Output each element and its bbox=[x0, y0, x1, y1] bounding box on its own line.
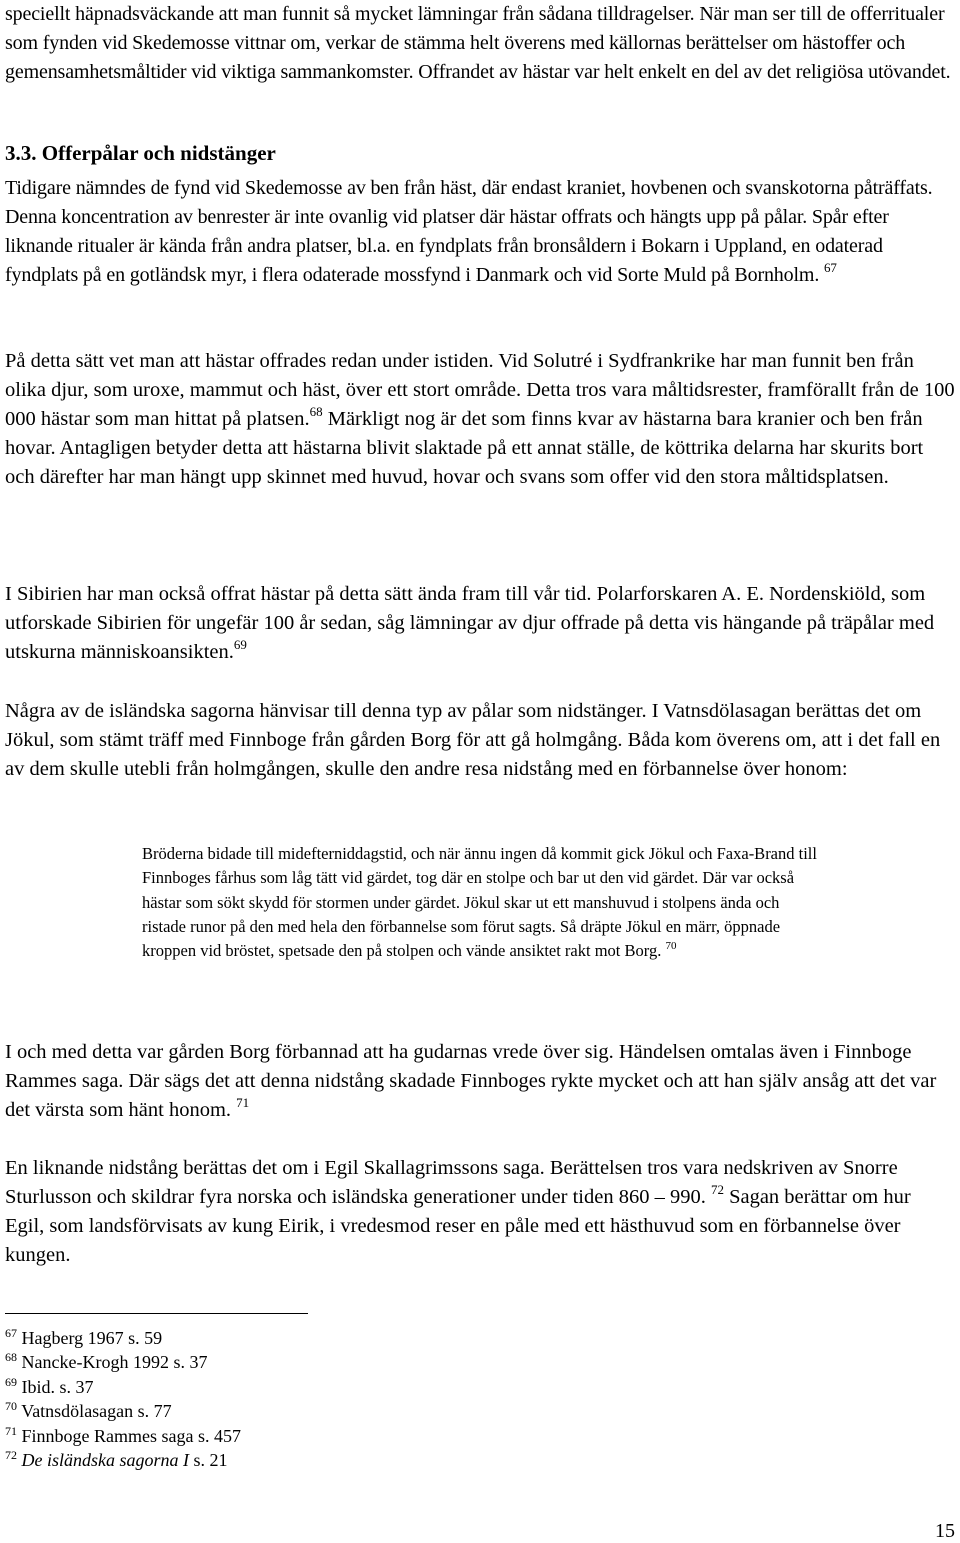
footnote-number: 70 bbox=[5, 1399, 17, 1414]
paragraph-2-text-b: Märkligt nog är det som finns kvar av hästarna bara kranier och ben från hovar. Antagligen betyder detta att hästarna blivit slaktade på ett annat ställe, de köttrika delarna har skurits bort och därefter har man hängt upp skinnet med huvud, hovar och svans som offer vid den stora måltidsplatsen. bbox=[5, 408, 924, 488]
paragraph-4 bbox=[5, 697, 955, 784]
footnote-text: Hagberg 1967 s. 59 bbox=[21, 1328, 163, 1348]
footnote-number: 71 bbox=[5, 1423, 17, 1438]
footnote-text: Ibid. s. 37 bbox=[21, 1376, 94, 1397]
paragraph-6-text-b: Sagan berättar om hur Egil, som landsförvisats av kung Eirik, i vredesmod reser en påle med ett hästhuvud som en förbannelse över kungen. bbox=[5, 1186, 911, 1266]
paragraph-2-text-a: På detta sätt vet man att hästar offrades redan under istiden. Vid Solutré i Sydfrankrike har man funnit ben från olika djur, som uroxe, mammut och häst, över ett stort område. Detta tros vara måltidsrester, framförallt från de 100 000 hästar som man hittat på platsen. bbox=[5, 350, 955, 430]
footnote-ref-72: 72 bbox=[710, 1182, 724, 1197]
footnote-text: s. 21 bbox=[189, 1450, 228, 1471]
footnote-ref-70: 70 bbox=[665, 940, 677, 953]
section-heading: 3.3. Offerpålar och nidstänger bbox=[5, 141, 276, 165]
paragraph-6-text-a: En liknande nidstång berättas det om i Egil Skallagrimssons saga. Berättelsen tros vara nedskriven av Snorre Sturlusson och skildrar fyra norska och isländska generationer under tiden 860 – 990. bbox=[5, 1157, 898, 1208]
footnote-69 bbox=[5, 1375, 241, 1399]
paragraph-2 bbox=[5, 347, 955, 492]
block-quote bbox=[142, 842, 822, 963]
footnote-ref-67: 67 bbox=[824, 260, 837, 275]
paragraph-6 bbox=[5, 1154, 955, 1270]
footnote-ref-68: 68 bbox=[309, 404, 323, 419]
intro-paragraph bbox=[5, 0, 955, 87]
footnotes bbox=[5, 1326, 241, 1472]
paragraph-1-text: Tidigare nämndes de fynd vid Skedemosse av ben från häst, där endast kraniet, hovbenen och svanskotorna påträffats. Denna koncentration av benrester är inte ovanlig vid platser där hästar offrats och hängts upp på pålar. Spår efter liknande ritualer är kända från andra platser, bl.a. en fyndplats från bronsåldern i Bokarn i Uppland, en odaterad fyndplats på en gotländsk myr, i flera odaterade mossfynd i Danmark och vid Sorte Muld på Bornholm. bbox=[5, 177, 933, 286]
paragraph-1 bbox=[5, 174, 955, 290]
footnote-title-italic: De isländska sagorna I bbox=[21, 1450, 189, 1471]
footnote-71 bbox=[5, 1424, 241, 1448]
section-heading-block bbox=[5, 139, 955, 168]
footnote-number: 72 bbox=[5, 1448, 17, 1463]
paragraph-3 bbox=[5, 580, 955, 667]
footnote-67 bbox=[5, 1326, 241, 1350]
paragraph-4-text: Några av de isländska sagorna hänvisar till denna typ av pålar som nidstänger. I Vatnsdölasagan berättas det om Jökul, som stämt träff med Finnboge från gården Borg för att gå holmgång. Båda kom överens om, att i det fall en av dem skulle utebli från holmgången, skulle den andre resa nidstång med en förbannelse över honom: bbox=[5, 700, 941, 780]
footnote-ref-69: 69 bbox=[233, 637, 247, 652]
footnote-separator bbox=[5, 1313, 308, 1314]
block-quote-text: Bröderna bidade till midefterniddagstid, och när ännu ingen då kommit gick Jökul och Faxa-Brand till Finnboges fårhus som låg tätt vid gärdet, tog där en stolpe och bar ut den vid gärdet. Där var också hästar som sökt skydd för stormen under gärdet. Jökul skar ut ett manshuvud i stolpens ända och ristade runor på den med hela den förbannelse som förut sagts. Så dräpte Jökul en märr, öppnade kroppen vid bröstet, spetsade den på stolpen och vände ansiktet rakt mot Borg. bbox=[142, 844, 817, 961]
page-number: 15 bbox=[935, 1520, 955, 1542]
footnote-70 bbox=[5, 1399, 241, 1423]
footnote-number: 69 bbox=[5, 1374, 17, 1389]
footnote-text: Nancke-Krogh 1992 s. 37 bbox=[21, 1352, 208, 1373]
footnote-text: Vatnsdölasagan s. 77 bbox=[21, 1401, 172, 1422]
paragraph-3-text: I Sibirien har man också offrat hästar på detta sätt ända fram till vår tid. Polarforskaren A. E. Nordenskiöld, som utforskade Sibirien för ungefär 100 år sedan, såg lämningar av djur offrade på detta vis hängande på träpålar med utskurna människoansikten. bbox=[5, 583, 935, 663]
footnote-68 bbox=[5, 1350, 241, 1374]
footnote-number: 67 bbox=[5, 1326, 17, 1340]
footnote-text: Finnboge Rammes saga s. 457 bbox=[21, 1425, 241, 1446]
paragraph-5-text: I och med detta var gården Borg förbannad att ha gudarnas vrede över sig. Händelsen omtalas även i Finnboge Rammes saga. Där sägs det att denna nidstång skadade Finnboges rykte mycket och att han själv ansåg att det var det värsta som hänt honom. bbox=[5, 1041, 937, 1121]
intro-text: speciellt häpnadsväckande att man funnit så mycket lämningar från sådana tilldragelser. När man ser till de offerritualer som fynden vid Skedemosse vittnar om, verkar de stämma helt överens med källornas berättelser om hästoffer och gemensamhetsmåltider vid viktiga sammankomster. Offrandet av hästar var helt enkelt en del av det religiösa utövandet. bbox=[5, 3, 951, 83]
footnote-ref-71: 71 bbox=[236, 1095, 250, 1110]
footnote-72 bbox=[5, 1448, 241, 1472]
footnote-number: 68 bbox=[5, 1350, 17, 1365]
paragraph-5 bbox=[5, 1038, 955, 1125]
